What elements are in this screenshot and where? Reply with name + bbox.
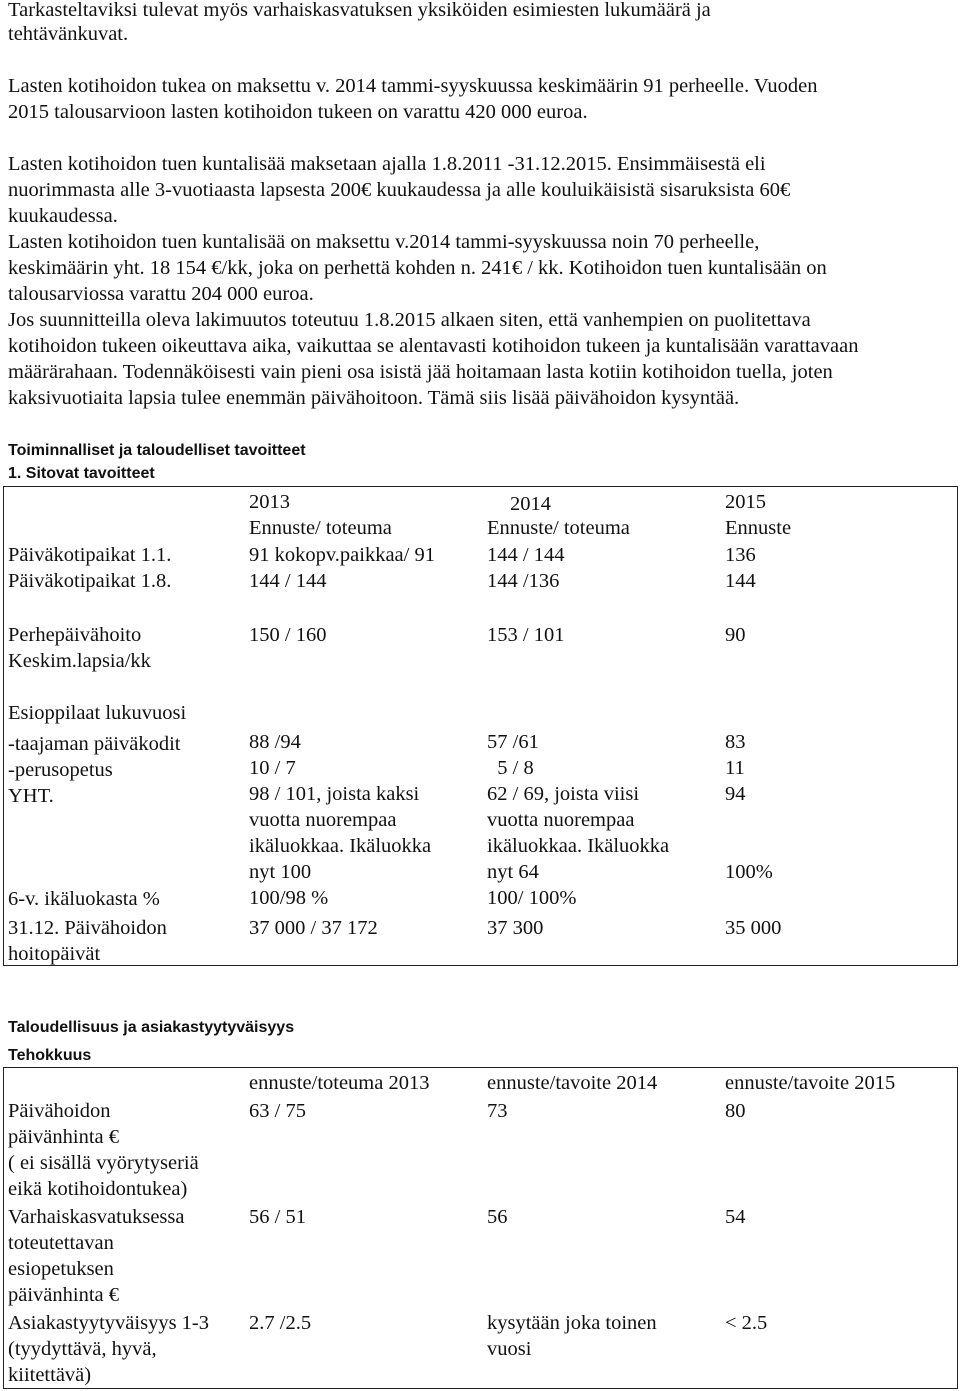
cell-2014: vuosi bbox=[487, 1338, 532, 1360]
row-label: Keskim.lapsia/kk bbox=[8, 650, 151, 672]
row-label: toteutettavan bbox=[8, 1232, 114, 1254]
text-line: määrärahaan. Todennäköisesti vain pieni osa isistä jää hoitamaan lasta kotiin kotihoidon tuella, joten bbox=[8, 361, 833, 383]
row-label: ( ei sisällä vyörytyseriä bbox=[8, 1152, 199, 1174]
row-label: 31.12. Päivähoidon bbox=[8, 917, 167, 939]
header-label-2013: Ennuste/ toteuma bbox=[249, 517, 392, 539]
row-label: Asiakastyytyväisyys 1-3 bbox=[8, 1312, 209, 1334]
header-year-2013: 2013 bbox=[249, 491, 290, 513]
row-label: YHT. bbox=[8, 785, 54, 807]
header-2015: ennuste/tavoite 2015 bbox=[725, 1072, 896, 1094]
cell-2013: 100/98 % bbox=[249, 887, 329, 909]
cell-2013: nyt 100 bbox=[249, 861, 312, 883]
text-line: keskimäärin yht. 18 154 €/kk, joka on perhettä kohden n. 241€ / kk. Kotihoidon tuen kuntalisään on bbox=[8, 257, 827, 279]
row-label: esiopetuksen bbox=[8, 1258, 114, 1280]
cell-2014: 153 / 101 bbox=[487, 624, 565, 646]
cell-2013: 63 / 75 bbox=[249, 1100, 306, 1122]
cell-2013: ikäluokkaa. Ikäluokka bbox=[249, 835, 432, 857]
cell-2014: 100/ 100% bbox=[487, 887, 577, 909]
cell-2014: 144 /136 bbox=[487, 570, 560, 592]
cell-2015: 144 bbox=[725, 570, 756, 592]
row-label: kiitettävä) bbox=[8, 1364, 92, 1386]
cell-2013: 150 / 160 bbox=[249, 624, 327, 646]
header-year-2015: 2015 bbox=[725, 491, 766, 513]
cell-2014: 144 / 144 bbox=[487, 544, 565, 566]
header-label-2014: Ennuste/ toteuma bbox=[487, 517, 630, 539]
cell-2014: 62 / 69, joista viisi bbox=[487, 783, 640, 805]
section-subheading: Tehokkuus bbox=[8, 1047, 92, 1064]
row-label: -perusopetus bbox=[8, 759, 113, 781]
cell-2014: 5 / 8 bbox=[487, 757, 534, 779]
cell-2014: 37 300 bbox=[487, 917, 544, 939]
text-line: talousarviossa varattu 204 000 euroa. bbox=[8, 283, 314, 305]
row-label: Perhepäivähoito bbox=[8, 624, 142, 646]
row-label: -taajaman päiväkodit bbox=[8, 733, 181, 755]
cell-2013: 10 / 7 bbox=[249, 757, 296, 779]
cell-2013: 88 /94 bbox=[249, 731, 301, 753]
cell-2013: 91 kokopv.paikkaa/ 91 bbox=[249, 544, 435, 566]
cell-2014: nyt 64 bbox=[487, 861, 539, 883]
cell-2015: 90 bbox=[725, 624, 746, 646]
row-label: Varhaiskasvatuksessa bbox=[8, 1206, 185, 1228]
cell-2014: 57 /61 bbox=[487, 731, 539, 753]
text-line: 2015 talousarvioon lasten kotihoidon tukeen on varattu 420 000 euroa. bbox=[8, 101, 588, 123]
text-line: kuukaudessa. bbox=[8, 205, 118, 227]
cell-2013: 37 000 / 37 172 bbox=[249, 917, 378, 939]
cell-2014: 56 bbox=[487, 1206, 508, 1228]
cell-2013: 56 / 51 bbox=[249, 1206, 306, 1228]
text-line: kotihoidon tukeen oikeuttava aika, vaikuttaa se alentavasti kotihoidon tukeen ja kuntalisään varattavaan bbox=[8, 335, 859, 357]
header-2013: ennuste/toteuma 2013 bbox=[249, 1072, 430, 1094]
header-year-2014: 2014 bbox=[510, 493, 551, 515]
row-label: Esioppilaat lukuvuosi bbox=[8, 702, 187, 724]
text-line: kaksivuotiaita lapsia tulee enemmän päivähoitoon. Tämä siis lisää päivähoidon kysyntää. bbox=[8, 387, 740, 409]
cell-2015: 83 bbox=[725, 731, 746, 753]
cell-2015: 100% bbox=[725, 861, 773, 883]
cell-2015: < 2.5 bbox=[725, 1312, 768, 1334]
cell-2015: 35 000 bbox=[725, 917, 782, 939]
text-line: Lasten kotihoidon tuen kuntalisää maksetaan ajalla 1.8.2011 -31.12.2015. Ensimmäisestä eli bbox=[8, 153, 766, 175]
cell-2014: vuotta nuorempaa bbox=[487, 809, 635, 831]
cell-2014: kysytään joka toinen bbox=[487, 1312, 657, 1334]
row-label: Päiväkotipaikat 1.8. bbox=[8, 570, 172, 592]
row-label: 6-v. ikäluokasta % bbox=[8, 888, 160, 910]
section-subheading: 1. Sitovat tavoitteet bbox=[8, 465, 155, 482]
text-line: tehtävänkuvat. bbox=[8, 23, 129, 45]
cell-2015: 80 bbox=[725, 1100, 746, 1122]
header-2014: ennuste/tavoite 2014 bbox=[487, 1072, 658, 1094]
row-label: hoitopäivät bbox=[8, 943, 101, 965]
row-label: eikä kotihoidontukea) bbox=[8, 1178, 188, 1200]
row-label: Päiväkotipaikat 1.1. bbox=[8, 544, 172, 566]
cell-2013: 98 / 101, joista kaksi bbox=[249, 783, 420, 805]
text-line: Lasten kotihoidon tuen kuntalisää on maksettu v.2014 tammi-syyskuussa noin 70 perheelle, bbox=[8, 231, 760, 253]
text-line: Tarkasteltaviksi tulevat myös varhaiskasvatuksen yksiköiden esimiesten lukumäärä ja bbox=[8, 0, 711, 21]
cell-2013: vuotta nuorempaa bbox=[249, 809, 397, 831]
cell-2014: 73 bbox=[487, 1100, 508, 1122]
cell-2015: 54 bbox=[725, 1206, 746, 1228]
row-label: (tyydyttävä, hyvä, bbox=[8, 1338, 157, 1360]
row-label: päivänhinta € bbox=[8, 1126, 120, 1148]
text-line: Jos suunnitteilla oleva lakimuutos toteutuu 1.8.2015 alkaen siten, että vanhempien on puolitettava bbox=[8, 309, 811, 331]
header-label-2015: Ennuste bbox=[725, 517, 792, 539]
section-heading: Toiminnalliset ja taloudelliset tavoitteet bbox=[8, 442, 306, 459]
cell-2014: ikäluokkaa. Ikäluokka bbox=[487, 835, 670, 857]
text-line: nuorimmasta alle 3-vuotiaasta lapsesta 200€ kuukaudessa ja alle kouluikäisistä sisaruksista 60€ bbox=[8, 179, 791, 201]
row-label: Päivähoidon bbox=[8, 1100, 111, 1122]
cell-2015: 94 bbox=[725, 783, 746, 805]
cell-2013: 2.7 /2.5 bbox=[249, 1312, 312, 1334]
text-line: Lasten kotihoidon tukea on maksettu v. 2014 tammi-syyskuussa keskimäärin 91 perheelle. Vuoden bbox=[8, 75, 818, 97]
row-label: päivänhinta € bbox=[8, 1284, 120, 1306]
cell-2013: 144 / 144 bbox=[249, 570, 327, 592]
section-heading: Taloudellisuus ja asiakastyytyväisyys bbox=[8, 1019, 295, 1036]
cell-2015: 11 bbox=[725, 757, 745, 779]
cell-2015: 136 bbox=[725, 544, 756, 566]
